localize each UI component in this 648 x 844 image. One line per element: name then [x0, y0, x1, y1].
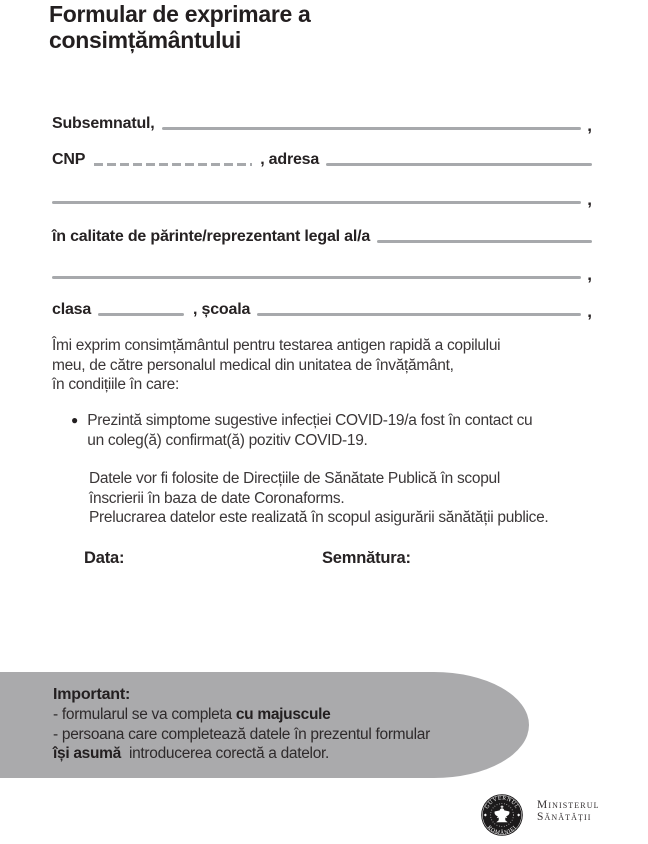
emblem-bottom-text: ROMÂNIEI: [485, 824, 519, 837]
row-comma: ,: [587, 302, 592, 321]
clasa-blank-line: [98, 313, 184, 316]
condition-bullet-item: [71, 411, 532, 450]
important-line3-text: introducerea corectă a datelor.: [124, 745, 330, 763]
row-comma: ,: [587, 116, 592, 135]
data-usage-line: înscrierii în baza de date Coronaforms.: [89, 489, 345, 507]
calitate-blank-line: [377, 240, 592, 243]
row-continuation-2: [52, 265, 592, 284]
important-line-3: [53, 744, 529, 764]
page-title: [49, 2, 311, 53]
scoala-blank-line: [257, 313, 581, 316]
ministry-line1: Ministerul: [537, 799, 600, 811]
row-comma: ,: [587, 190, 592, 209]
continuation-blank-line-1: [52, 201, 581, 204]
row-clasa-scoala: [52, 300, 592, 321]
row-subsemnatul: [52, 114, 592, 135]
important-line-2: - persoana care completează datele în prezentul formular: [53, 725, 430, 743]
subsemnatul-label: Subsemnatul,: [52, 115, 155, 132]
ministry-line2: Sănătății: [537, 811, 592, 823]
page-title-line1: Formular de exprimare a: [49, 1, 311, 27]
important-line-1: [53, 705, 529, 725]
important-line3-bold: își asumă: [53, 745, 121, 763]
intro-line: Îmi exprim consimțământul pentru testarea antigen rapidă a copilului: [52, 337, 501, 354]
calitate-label: în calitate de părinte/reprezentant legal al/a: [52, 228, 371, 245]
important-notice-box: [0, 672, 529, 778]
continuation-blank-line-2: [52, 276, 581, 279]
data-usage-line: Datele vor fi folosite de Direcțiile de Sănătate Publică în scopul: [89, 470, 500, 487]
important-line1-bold: cu majuscule: [235, 706, 331, 723]
adresa-blank-line: [326, 163, 592, 166]
romanian-government-seal-icon: [479, 792, 525, 838]
row-cnp-adresa: [52, 150, 592, 168]
important-title: Important:: [53, 686, 131, 703]
adresa-label: , adresa: [260, 151, 320, 168]
intro-line: în condițiile în care:: [52, 376, 179, 393]
government-emblem-logo: [479, 792, 525, 843]
bullet-icon: ●: [71, 413, 79, 427]
date-label: Data:: [84, 549, 125, 567]
data-usage-paragraph: [89, 469, 548, 528]
bullet-line: Prezintă simptome sugestive infecției COVID-19/a fost în contact cu: [87, 412, 533, 429]
intro-line: meu, de către personalul medical din unitatea de învățământ,: [52, 356, 454, 374]
subsemnatul-blank-line: [162, 127, 582, 130]
important-line1-text: - formularul se va completa: [53, 706, 236, 723]
row-calitate: [52, 227, 592, 245]
row-comma: ,: [587, 265, 592, 284]
row-continuation-1: [52, 190, 592, 209]
cnp-label: CNP: [52, 151, 86, 168]
page-title-line2: consimțământului: [49, 26, 242, 53]
intro-paragraph: [52, 336, 500, 395]
scoala-label: , școala: [193, 301, 251, 318]
data-usage-line: Prelucrarea datelor este realizată în scopul asigurării sănătății publice.: [89, 509, 549, 526]
cnp-dashed-blank-line: [94, 163, 252, 166]
signature-label: Semnătura:: [322, 549, 411, 567]
ministry-name: [537, 799, 600, 823]
bullet-text: [87, 411, 532, 450]
emblem-top-text: GUVERNUL: [484, 795, 520, 811]
bullet-line: un coleg(ă) confirmat(ă) pozitiv COVID-19.: [87, 431, 368, 449]
clasa-label: clasa: [52, 301, 92, 318]
